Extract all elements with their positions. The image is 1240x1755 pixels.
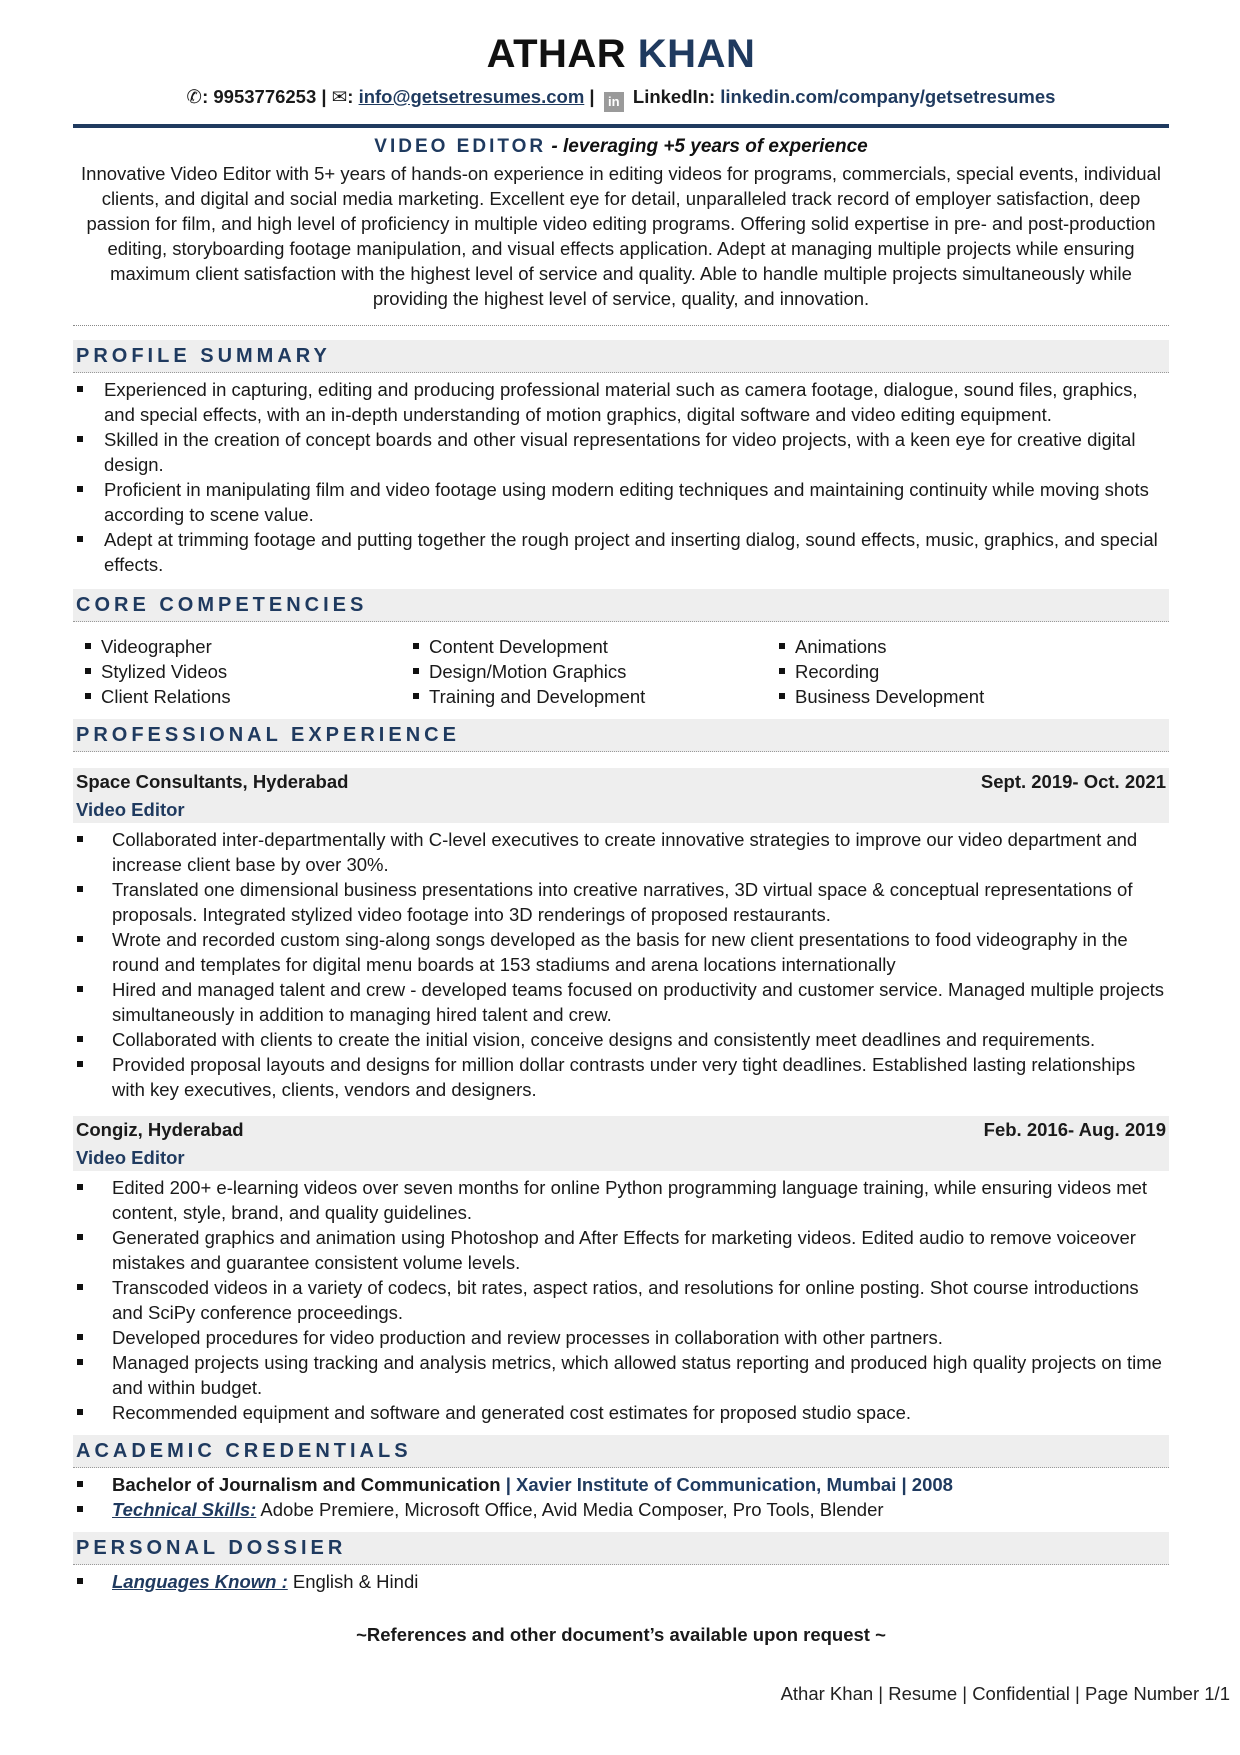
list-item: Wrote and recorded custom sing-along songs developed as the basis for new client presentations to food videography in the round and templates for digital menu boards at 153 stadiums and arena locations internationally — [73, 927, 1169, 977]
competency-item: Recording — [767, 659, 1127, 684]
job-dates: Feb. 2016- Aug. 2019 — [983, 1119, 1166, 1140]
list-item — [73, 1569, 1169, 1594]
job-bullets — [73, 827, 1169, 1102]
phone-icon: ✆ — [186, 86, 203, 107]
section-title: CORE COMPETENCIES — [76, 594, 368, 616]
page-footer: Athar Khan | Resume | Confidential | Page Number 1/1 — [780, 1683, 1230, 1704]
competency-item: Client Relations — [73, 684, 401, 709]
languages-value: English & Hindi — [292, 1571, 419, 1592]
job-bullets — [73, 1175, 1169, 1425]
resume-page — [73, 0, 1169, 1646]
technical-skills-label: Technical Skills: — [112, 1499, 257, 1520]
section-profile-summary — [73, 340, 1169, 373]
competencies-grid — [73, 634, 1169, 709]
academic-list — [73, 1472, 1169, 1522]
job-role: Video Editor — [73, 796, 1169, 823]
headline: VIDEO EDITOR - leveraging +5 years of experience — [374, 136, 868, 157]
header-divider — [73, 124, 1169, 128]
list-item: Collaborated inter-departmentally with C-level executives to create innovative strategies to improve our video department and increase client base by over 30%. — [73, 827, 1169, 877]
headline-role: VIDEO EDITOR — [374, 136, 547, 157]
profile-summary-list — [73, 377, 1169, 577]
list-item: Recommended equipment and software and generated cost estimates for proposed studio space. — [73, 1400, 1169, 1425]
competency-item: Stylized Videos — [73, 659, 401, 684]
competencies-column — [767, 634, 1127, 709]
mail-icon: ✉ — [331, 86, 348, 107]
section-academic-credentials — [73, 1435, 1169, 1468]
languages-label: Languages Known : — [112, 1571, 288, 1592]
job-header — [73, 768, 1169, 796]
section-professional-experience — [73, 719, 1169, 752]
list-item: Proficient in manipulating film and video footage using modern editing techniques and maintaining continuity while moving shots according to scene value. — [73, 477, 1169, 527]
list-item: Translated one dimensional business presentations into creative narratives, 3D virtual space & conceptual representations of proposals. Integrated stylized video footage into 3D renderings of proposed restaurants. — [73, 877, 1169, 927]
job-role: Video Editor — [73, 1144, 1169, 1171]
list-item: Adept at trimming footage and putting together the rough project and inserting dialog, sound effects, music, graphics, and special effects. — [73, 527, 1169, 577]
competencies-column — [401, 634, 767, 709]
phone-number: 9953776253 — [213, 86, 317, 107]
contact-line: ✆: 9953776253 | ✉: info@getsetresumes.com | in LinkedIn: linkedin.com/company/getsetresumes — [73, 84, 1169, 110]
job-company: Congiz, Hyderabad — [76, 1119, 244, 1140]
section-personal-dossier — [73, 1532, 1169, 1565]
section-core-competencies — [73, 589, 1169, 622]
section-title: ACADEMIC CREDENTIALS — [76, 1440, 412, 1462]
candidate-name — [73, 30, 1169, 78]
linkedin-link[interactable]: linkedin.com/company/getsetresumes — [720, 86, 1056, 107]
intro-divider — [73, 325, 1169, 326]
section-title: PROFESSIONAL EXPERIENCE — [76, 724, 460, 746]
job-company: Space Consultants, Hyderabad — [76, 771, 349, 792]
references-note: ~References and other document’s available upon request ~ — [356, 1624, 886, 1645]
technical-skills-value: Adobe Premiere, Microsoft Office, Avid Media Composer, Pro Tools, Blender — [260, 1499, 884, 1520]
job-header — [73, 1116, 1169, 1144]
competency-item: Content Development — [401, 634, 767, 659]
last-name: KHAN — [637, 32, 756, 76]
list-item: Developed procedures for video production and review processes in collaboration with other partners. — [73, 1325, 1169, 1350]
first-name: ATHAR — [486, 32, 627, 76]
linkedin-label: LinkedIn: — [632, 86, 716, 107]
list-item: Skilled in the creation of concept boards and other visual representations for video projects, with a keen eye for creative digital design. — [73, 427, 1169, 477]
linkedin-icon: in — [604, 92, 624, 112]
personal-list — [73, 1569, 1169, 1594]
list-item: Generated graphics and animation using Photoshop and After Effects for marketing videos. Edited audio to remove voiceover mistakes and guarantee consistent volume levels. — [73, 1225, 1169, 1275]
intro-paragraph: Innovative Video Editor with 5+ years of hands-on experience in editing videos for programs, commercials, special events, individual clients, and digital and social media marketing. Excellent eye for detail, unparalleled track record of employer satisfaction, deep passion for film, and high level of proficiency in multiple video editing programs. Offering solid expertise in pre- and post-production editing, storyboarding footage manipulation, and visual effects application. Adept at managing multiple projects while ensuring maximum client satisfaction with the highest level of service and quality. Able to handle multiple projects simultaneously while providing the highest level of service, quality, and innovation. — [81, 163, 1161, 309]
list-item: Provided proposal layouts and designs for million dollar contrasts under very tight deadlines. Established lasting relationships with key executives, clients, vendors and designers. — [73, 1052, 1169, 1102]
competency-item: Training and Development — [401, 684, 767, 709]
section-title: PERSONAL DOSSIER — [76, 1537, 347, 1559]
list-item: Hired and managed talent and crew - developed teams focused on productivity and customer service. Managed multiple projects simultaneously in addition to managing hired talent and crew. — [73, 977, 1169, 1027]
institution: | Xavier Institute of Communication, Mumbai | 2008 — [505, 1474, 953, 1495]
list-item: Managed projects using tracking and analysis metrics, which allowed status reporting and produced high quality projects on time and within budget. — [73, 1350, 1169, 1400]
email-link[interactable]: info@getsetresumes.com — [358, 86, 585, 107]
list-item — [73, 1472, 1169, 1497]
degree: Bachelor of Journalism and Communication — [112, 1474, 501, 1495]
headline-tagline: leveraging +5 years of experience — [563, 136, 868, 157]
competency-item: Design/Motion Graphics — [401, 659, 767, 684]
competencies-column — [73, 634, 401, 709]
list-item: Edited 200+ e-learning videos over seven months for online Python programming language training, while ensuring videos met content, style, brand, and quality guidelines. — [73, 1175, 1169, 1225]
job-dates: Sept. 2019- Oct. 2021 — [980, 771, 1166, 792]
list-item: Experienced in capturing, editing and producing professional material such as camera footage, dialogue, sound files, graphics, and special effects, with an in-depth understanding of motion graphics, digital software and video editing equipment. — [73, 377, 1169, 427]
section-title: PROFILE SUMMARY — [76, 345, 331, 367]
competency-item: Business Development — [767, 684, 1127, 709]
competency-item: Animations — [767, 634, 1127, 659]
list-item: Collaborated with clients to create the initial vision, conceive designs and consistently meet deadlines and requirements. — [73, 1027, 1169, 1052]
list-item — [73, 1497, 1169, 1522]
competency-item: Videographer — [73, 634, 401, 659]
list-item: Transcoded videos in a variety of codecs, bit rates, aspect ratios, and resolutions for online posting. Shot course introductions and SciPy conference proceedings. — [73, 1275, 1169, 1325]
